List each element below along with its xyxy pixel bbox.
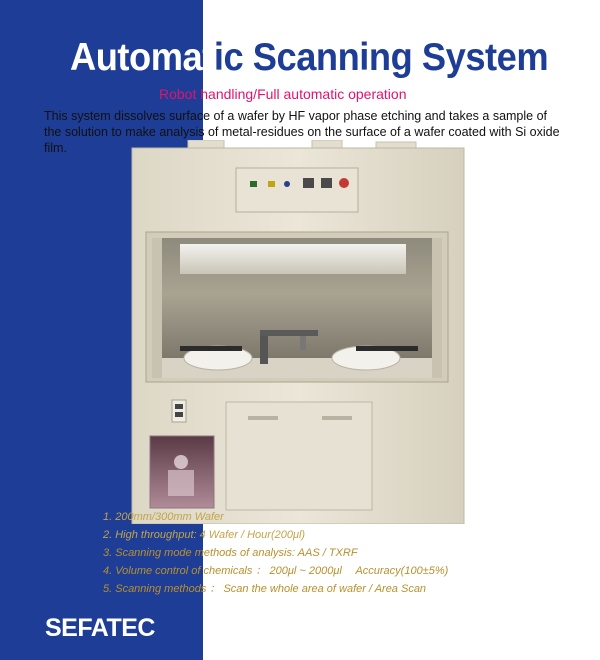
scanning-machine-image [128, 140, 468, 524]
brand-logo: SEFATEC [45, 614, 155, 642]
title-white-part: Automat [70, 36, 214, 79]
spec-item: 1. 200mm/300mm Wafer [103, 511, 224, 523]
description: This system dissolves surface of a wafer by HF vapor phase etching and takes a sample of the solution to make analysis of metal-residues on the surface of a wafer coated with Si oxide film. [44, 109, 560, 155]
page-title [70, 34, 548, 82]
spec-item: 4. Volume control of chemicals ： 200μl ~ 2000μl Accuracy(100±5%) [103, 565, 449, 577]
spec-item: 2. High throughput: 4 Wafer / Hour(200μl) [103, 529, 306, 541]
spec-item: 5. Scanning methods ： Scan the whole area of wafer / Area Scan [103, 583, 427, 595]
spec-list [103, 508, 448, 598]
spec-item: 3. Scanning mode methods of analysis: AAS / TXRF [103, 547, 358, 559]
title-container [0, 34, 600, 84]
title-blue-part: ic Scanning System [213, 36, 549, 79]
subtitle: Robot handling/Full automatic operation [159, 86, 407, 102]
